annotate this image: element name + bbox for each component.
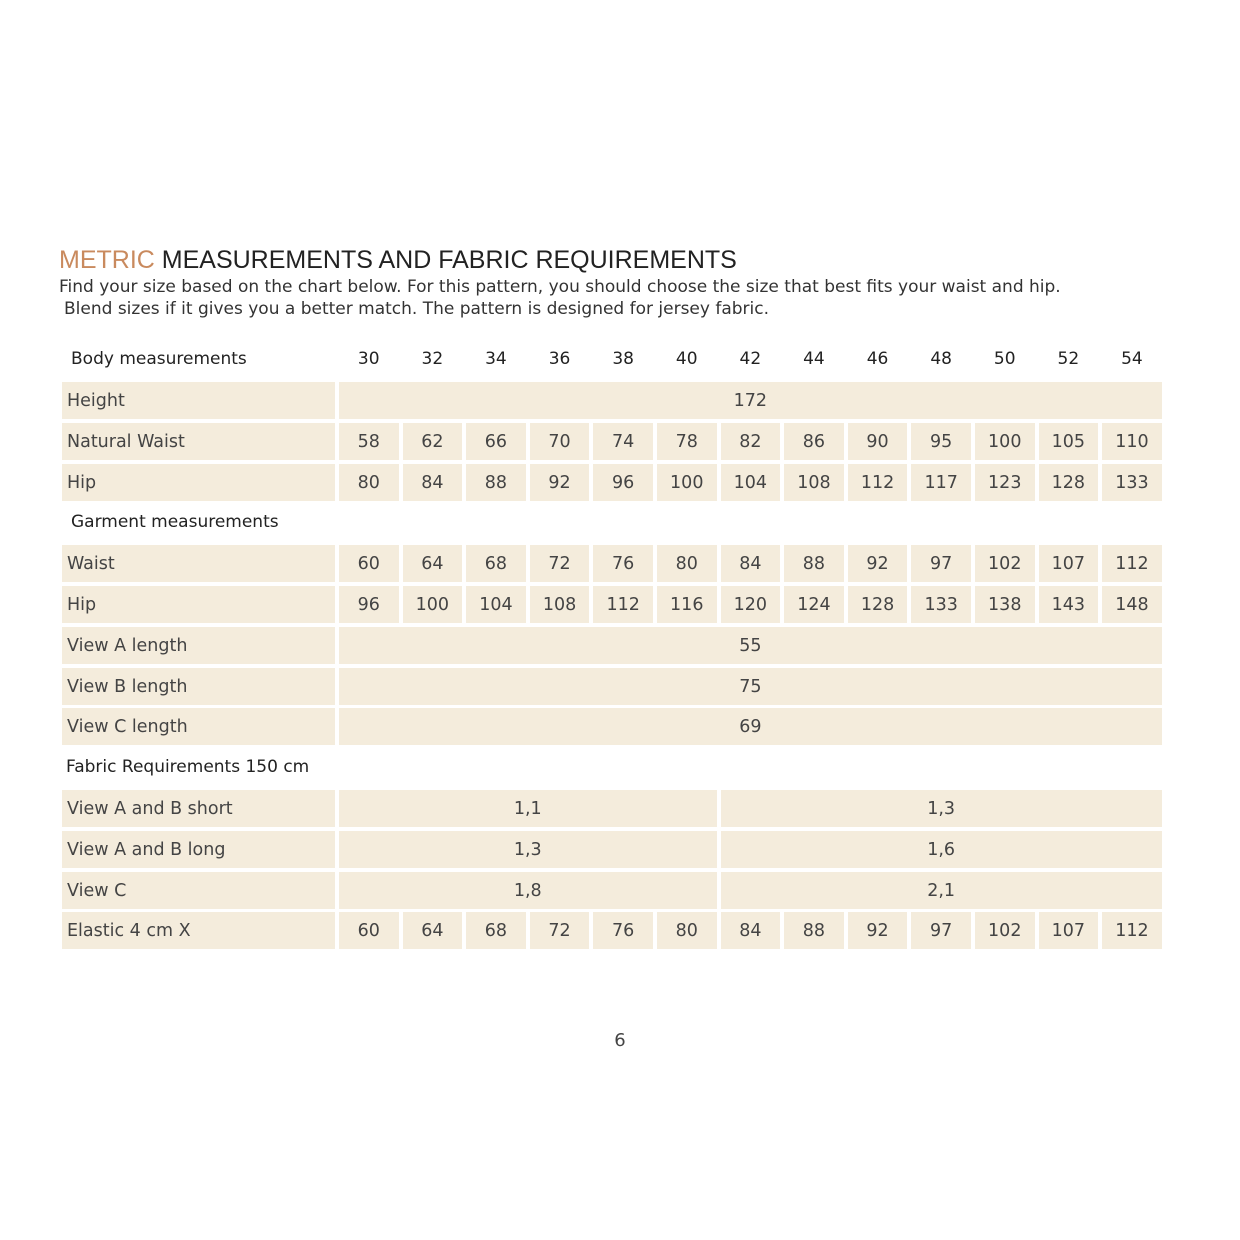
row-value-size-46: 90 [848, 423, 908, 460]
row-value-size-44: 108 [784, 464, 844, 501]
heading-accent: METRIC [59, 246, 155, 274]
row-value-size-42: 84 [721, 912, 781, 949]
row-value-size-34: 68 [466, 545, 526, 582]
row-value-size-46: 92 [848, 912, 908, 949]
size-header-54: 54 [1121, 349, 1143, 369]
row-value-size-38: 96 [593, 464, 653, 501]
row-value-size-42: 104 [721, 464, 781, 501]
row-value-size-52: 107 [1039, 912, 1099, 949]
row-value-size-32: 62 [403, 423, 463, 460]
row-value-size-38: 76 [593, 545, 653, 582]
row-value-size-36: 72 [530, 912, 590, 949]
row-label: View A and B short [62, 790, 335, 827]
row-value-size-40: 78 [657, 423, 717, 460]
row-value-size-30: 80 [339, 464, 399, 501]
row-value-size-42: 84 [721, 545, 781, 582]
row-label: View A length [62, 627, 335, 664]
size-header-50: 50 [993, 349, 1016, 369]
section-title: Fabric Requirements 150 cm [66, 757, 310, 777]
row-value-size-30: 60 [339, 912, 399, 949]
row-value-size-44: 86 [784, 423, 844, 460]
size-header-38: 38 [612, 349, 634, 369]
size-header-42: 42 [739, 349, 762, 369]
row-value-sizes-30-40: 1,1 [339, 790, 717, 827]
size-header-34: 34 [485, 349, 507, 369]
row-value-size-38: 74 [593, 423, 653, 460]
row-value-size-44: 88 [784, 912, 844, 949]
size-header-40: 40 [675, 349, 698, 369]
row-value-size-32: 100 [403, 586, 463, 623]
row-label: View C length [62, 708, 335, 745]
row-value-size-48: 97 [911, 912, 971, 949]
row-value-size-34: 88 [466, 464, 526, 501]
row-label: Elastic 4 cm X [62, 912, 335, 949]
row-value-size-36: 108 [530, 586, 590, 623]
row-value-size-48: 133 [911, 586, 971, 623]
row-label: Waist [62, 545, 335, 582]
section-title: Body measurements [71, 349, 247, 369]
row-value-size-48: 97 [911, 545, 971, 582]
row-value-size-54: 148 [1102, 586, 1162, 623]
row-value-size-42: 120 [721, 586, 781, 623]
row-value: 55 [339, 627, 1162, 664]
page-number: 6 [614, 1030, 626, 1051]
row-value-sizes-42-54: 2,1 [721, 872, 1162, 909]
row-value-size-52: 105 [1039, 423, 1099, 460]
size-header-48: 48 [930, 349, 952, 369]
row-value-size-40: 80 [657, 912, 717, 949]
size-header-36: 36 [548, 349, 571, 369]
intro-line-1: Find your size based on the chart below. For this pattern, you should choose the size that best fits your waist and hip. [59, 277, 1061, 297]
size-header-52: 52 [1057, 349, 1080, 369]
intro-line-2: Blend sizes if it gives you a better match. The pattern is designed for jersey fabric. [64, 299, 770, 319]
row-value: 172 [339, 382, 1162, 419]
row-value-size-36: 92 [530, 464, 590, 501]
size-header-30: 30 [357, 349, 380, 369]
row-value-size-46: 112 [848, 464, 908, 501]
row-value-size-30: 60 [339, 545, 399, 582]
row-value-sizes-42-54: 1,3 [721, 790, 1162, 827]
row-label: Hip [62, 464, 335, 501]
row-value-size-52: 143 [1039, 586, 1099, 623]
row-value-sizes-30-40: 1,8 [339, 872, 717, 909]
row-value-size-46: 128 [848, 586, 908, 623]
row-value-size-32: 84 [403, 464, 463, 501]
row-value-size-32: 64 [403, 545, 463, 582]
row-value: 69 [339, 708, 1162, 745]
row-value-sizes-30-40: 1,3 [339, 831, 717, 868]
intro-text [59, 276, 1159, 320]
row-value-size-34: 104 [466, 586, 526, 623]
row-value-size-54: 112 [1102, 912, 1162, 949]
row-value-size-30: 96 [339, 586, 399, 623]
row-value-size-36: 72 [530, 545, 590, 582]
row-value-size-50: 123 [975, 464, 1035, 501]
row-value-size-44: 124 [784, 586, 844, 623]
row-value-sizes-42-54: 1,6 [721, 831, 1162, 868]
heading-rest: MEASUREMENTS AND FABRIC REQUIREMENTS [154, 246, 737, 274]
row-value-size-34: 68 [466, 912, 526, 949]
row-value-size-30: 58 [339, 423, 399, 460]
row-label: Hip [62, 586, 335, 623]
row-value-size-40: 100 [657, 464, 717, 501]
row-value-size-40: 116 [657, 586, 717, 623]
row-label: Natural Waist [62, 423, 335, 460]
row-value-size-36: 70 [530, 423, 590, 460]
section-title: Garment measurements [71, 512, 279, 532]
size-header-32: 32 [421, 349, 444, 369]
row-value-size-38: 112 [593, 586, 653, 623]
size-header-44: 44 [803, 349, 825, 369]
row-value-size-54: 110 [1102, 423, 1162, 460]
row-value-size-38: 76 [593, 912, 653, 949]
row-value-size-48: 117 [911, 464, 971, 501]
row-value: 75 [339, 668, 1162, 705]
row-value-size-54: 112 [1102, 545, 1162, 582]
row-value-size-54: 133 [1102, 464, 1162, 501]
row-value-size-46: 92 [848, 545, 908, 582]
row-value-size-50: 138 [975, 586, 1035, 623]
page-heading [59, 246, 737, 275]
row-value-size-52: 128 [1039, 464, 1099, 501]
row-value-size-50: 100 [975, 423, 1035, 460]
row-value-size-44: 88 [784, 545, 844, 582]
row-value-size-52: 107 [1039, 545, 1099, 582]
row-value-size-50: 102 [975, 912, 1035, 949]
row-label: View C [62, 872, 335, 909]
row-value-size-48: 95 [911, 423, 971, 460]
row-label: Height [62, 382, 335, 419]
row-label: View B length [62, 668, 335, 705]
size-header-46: 46 [866, 349, 889, 369]
row-value-size-42: 82 [721, 423, 781, 460]
row-value-size-50: 102 [975, 545, 1035, 582]
row-value-size-34: 66 [466, 423, 526, 460]
row-value-size-40: 80 [657, 545, 717, 582]
row-label: View A and B long [62, 831, 335, 868]
row-value-size-32: 64 [403, 912, 463, 949]
